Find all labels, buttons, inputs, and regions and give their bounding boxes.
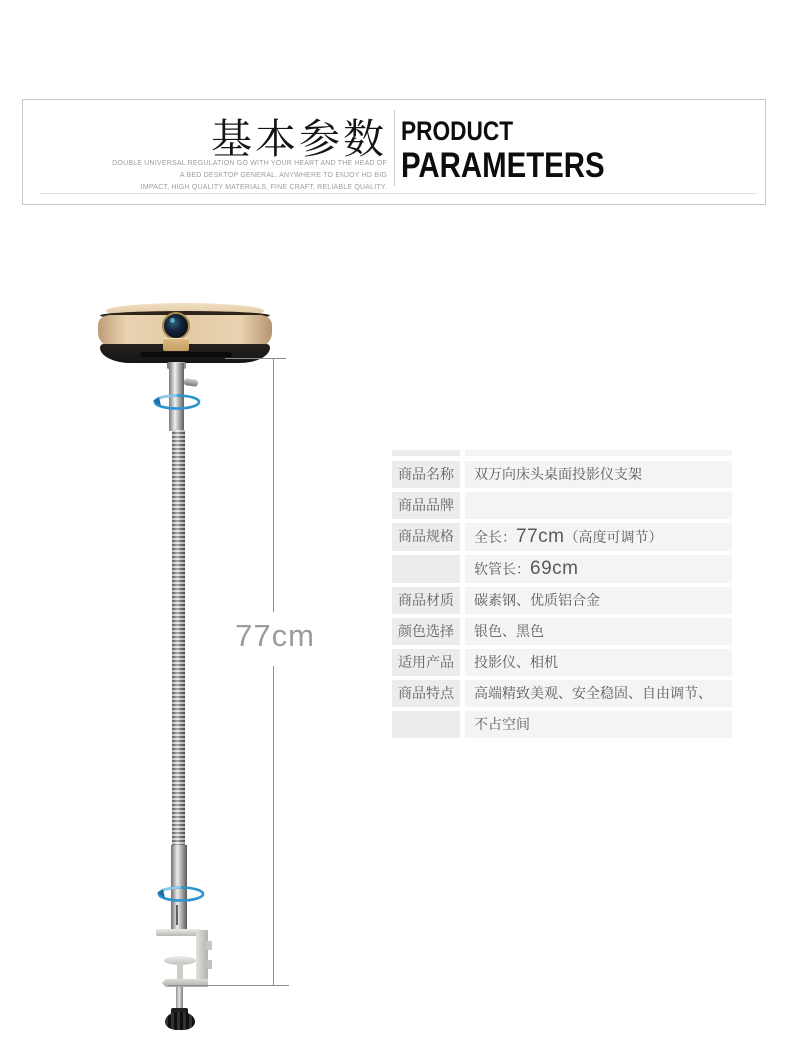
dimension-line-lower [273, 666, 274, 986]
section-title-chinese: 基本参数 [211, 116, 387, 162]
spec-value-cell: 碳素钢、优质铝合金 [465, 587, 732, 614]
section-title-english-line2: PARAMETERS [401, 146, 605, 185]
spec-label-cell: 适用产品 [392, 649, 460, 676]
table-row-spacer [392, 450, 732, 456]
spec-label-cell: 商品特点 [392, 680, 460, 707]
header-vertical-divider [394, 110, 395, 186]
spec-label-cell: 商品规格 [392, 523, 460, 551]
spec-value-number: 77cm [516, 526, 565, 547]
table-row [392, 711, 732, 738]
spec-value-text: 软管长： [474, 561, 530, 577]
subtitle-line: A BED DESKTOP GENERAL, ANYWHERE TO ENJOY HD BIG [179, 172, 387, 179]
clamp-bracket [196, 930, 208, 986]
spec-value-cell: 投影仪、相机 [465, 649, 732, 676]
spec-label-cell [392, 450, 460, 456]
stand-gooseneck-tube [172, 430, 185, 846]
spec-value-cell [465, 555, 732, 583]
spec-label-cell [392, 711, 460, 738]
rotation-arrow-icon [152, 393, 202, 413]
spec-value-number: 69cm [530, 558, 579, 579]
table-row [392, 555, 732, 583]
spec-label-cell: 商品品牌 [392, 492, 460, 519]
clamp-bracket-notch [206, 941, 212, 950]
section-subtitle-english [112, 158, 387, 194]
spec-value-cell [465, 450, 732, 456]
clamp-tightening-knob [165, 1012, 195, 1030]
spec-value-cell [465, 523, 732, 551]
subtitle-line: IMPACT, HIGH QUALITY MATERIALS, FINE CRAFT, RELIABLE QUALITY. [140, 184, 387, 191]
table-row [392, 649, 732, 676]
subtitle-line: DOUBLE UNIVERSAL REGULATION GO WITH YOUR HEART AND THE HEAD OF [112, 160, 387, 167]
section-title-english-line1: PRODUCT [401, 116, 514, 146]
spec-table [392, 450, 732, 742]
table-row [392, 461, 732, 488]
table-row [392, 523, 732, 551]
dimension-tick-top [225, 358, 286, 359]
stand-pole-seam [176, 905, 178, 925]
header-bottom-rule [39, 193, 757, 194]
header-banner [22, 99, 766, 205]
spec-value-text: （高度可调节） [564, 529, 663, 545]
rotation-arrow-icon [156, 885, 206, 905]
spec-value-cell: 双万向床头桌面投影仪支架 [465, 461, 732, 488]
projector-lens-glint [170, 318, 175, 323]
spec-value-text: 全长： [474, 529, 516, 545]
dimension-line-upper [273, 358, 274, 612]
spec-label-cell: 颜色选择 [392, 618, 460, 645]
clamp-bracket-notch [206, 960, 212, 969]
spec-label-cell [392, 555, 460, 583]
projector-lens [162, 312, 190, 340]
spec-value-cell: 高端精致美观、安全稳固、自由调节、 [465, 680, 732, 707]
table-row [392, 492, 732, 519]
table-row [392, 587, 732, 614]
spec-value-cell: 不占空间 [465, 711, 732, 738]
dimension-label: 77cm [235, 618, 315, 653]
dimension-tick-bottom [168, 985, 289, 986]
projector-brand-badge [163, 338, 189, 351]
spec-label-cell: 商品名称 [392, 461, 460, 488]
table-row [392, 618, 732, 645]
stand-adjust-knob [184, 378, 199, 387]
table-row [392, 680, 732, 707]
spec-value-cell [465, 492, 732, 519]
projector-grille [140, 352, 232, 357]
spec-label-cell: 商品材质 [392, 587, 460, 614]
spec-value-cell: 银色、黑色 [465, 618, 732, 645]
